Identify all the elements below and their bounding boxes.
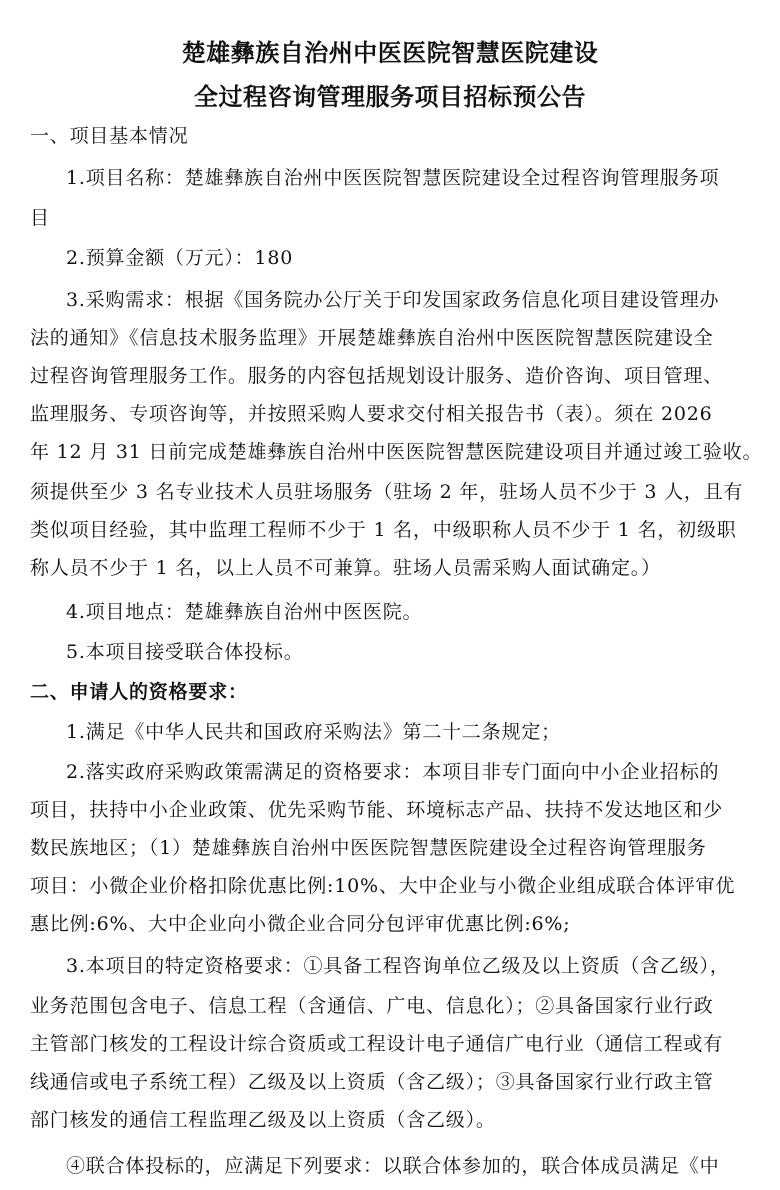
requirement-1: 1.满足《中华人民共和国政府采购法》第二十二条规定；: [66, 721, 561, 743]
document-title-line-2: 全过程咨询管理服务项目招标预公告: [194, 83, 586, 111]
item-3-line-4: 监理服务、专项咨询等，并按照采购人要求交付相关报告书（表）。须在 2026: [30, 403, 713, 425]
requirement-4-line-1: ④联合体投标的，应满足下列要求：以联合体参加的，联合体成员满足《中: [66, 1155, 720, 1177]
requirement-3-line-3: 主管部门核发的工程设计综合资质或工程设计电子通信广电行业（通信工程或有: [30, 1033, 724, 1055]
item-2-budget: 2.预算金额（万元）：180: [66, 247, 294, 269]
item-5-consortium: 5.本项目接受联合体投标。: [66, 641, 304, 663]
item-3-line-6: 须提供至少 3 名专业技术人员驻场服务（驻场 2 年，驻场人员不少于 3 人，且有: [30, 481, 744, 503]
requirement-2-line-1: 2.落实政府采购政策需满足的资格要求：本项目非专门面向中小企业招标的: [66, 761, 720, 783]
requirement-2-line-3: 数民族地区；（1）楚雄彝族自治州中医医院智慧医院建设全过程咨询管理服务: [30, 837, 707, 859]
item-3-line-1: 3.采购需求：根据《国务院办公厅关于印发国家政务信息化项目建设管理办: [66, 289, 720, 311]
section-2-heading: 二、申请人的资格要求：: [30, 681, 248, 703]
item-1-line-1: 1.项目名称：楚雄彝族自治州中医医院智慧医院建设全过程咨询管理服务项: [66, 167, 720, 189]
item-3-line-5: 年 12 月 31 日前完成楚雄彝族自治州中医医院智慧医院建设项目并通过竣工验收。: [30, 441, 763, 463]
item-3-line-7: 类似项目经验，其中监理工程师不少于 1 名，中级职称人员不少于 1 名，初级职: [30, 519, 737, 541]
requirement-2-line-2: 项目，扶持中小企业政策、优先采购节能、环境标志产品、扶持不发达地区和少: [30, 799, 724, 821]
item-3-line-3: 过程咨询管理服务工作。服务的内容包括规划设计服务、造价咨询、项目管理、: [30, 365, 724, 387]
item-1-line-2: 目: [30, 207, 50, 229]
requirement-3-line-2: 业务范围包含电子、信息工程（含通信、广电、信息化）；②具备国家行业行政: [30, 995, 714, 1017]
requirement-3-line-1: 3.本项目的特定资格要求：①具备工程咨询单位乙级及以上资质（含乙级），: [66, 955, 730, 977]
requirement-3-line-4: 线通信或电子系统工程）乙级及以上资质（含乙级）；③具备国家行业行政主管: [30, 1071, 714, 1093]
requirement-2-line-4: 项目：小微企业价格扣除优惠比例:10%、大中企业与小微企业组成联合体评审优: [30, 875, 736, 897]
item-3-line-2: 法的通知》《信息技术服务监理》开展楚雄彝族自治州中医医院智慧医院建设全: [30, 327, 714, 349]
document-title-line-1: 楚雄彝族自治州中医医院智慧医院建设: [181, 39, 599, 67]
requirement-3-line-5: 部门核发的通信工程监理乙级及以上资质（含乙级）。: [30, 1109, 496, 1131]
requirement-2-line-5: 惠比例:6%、大中企业向小微企业合同分包评审优惠比例:6%;: [30, 913, 571, 935]
item-4-location: 4.项目地点：楚雄彝族自治州中医医院。: [66, 601, 423, 623]
section-1-heading: 一、项目基本情况: [30, 125, 189, 147]
item-3-line-8: 称人员不少于 1 名，以上人员不可兼算。驻场人员需采购人面试确定。）: [30, 557, 661, 579]
